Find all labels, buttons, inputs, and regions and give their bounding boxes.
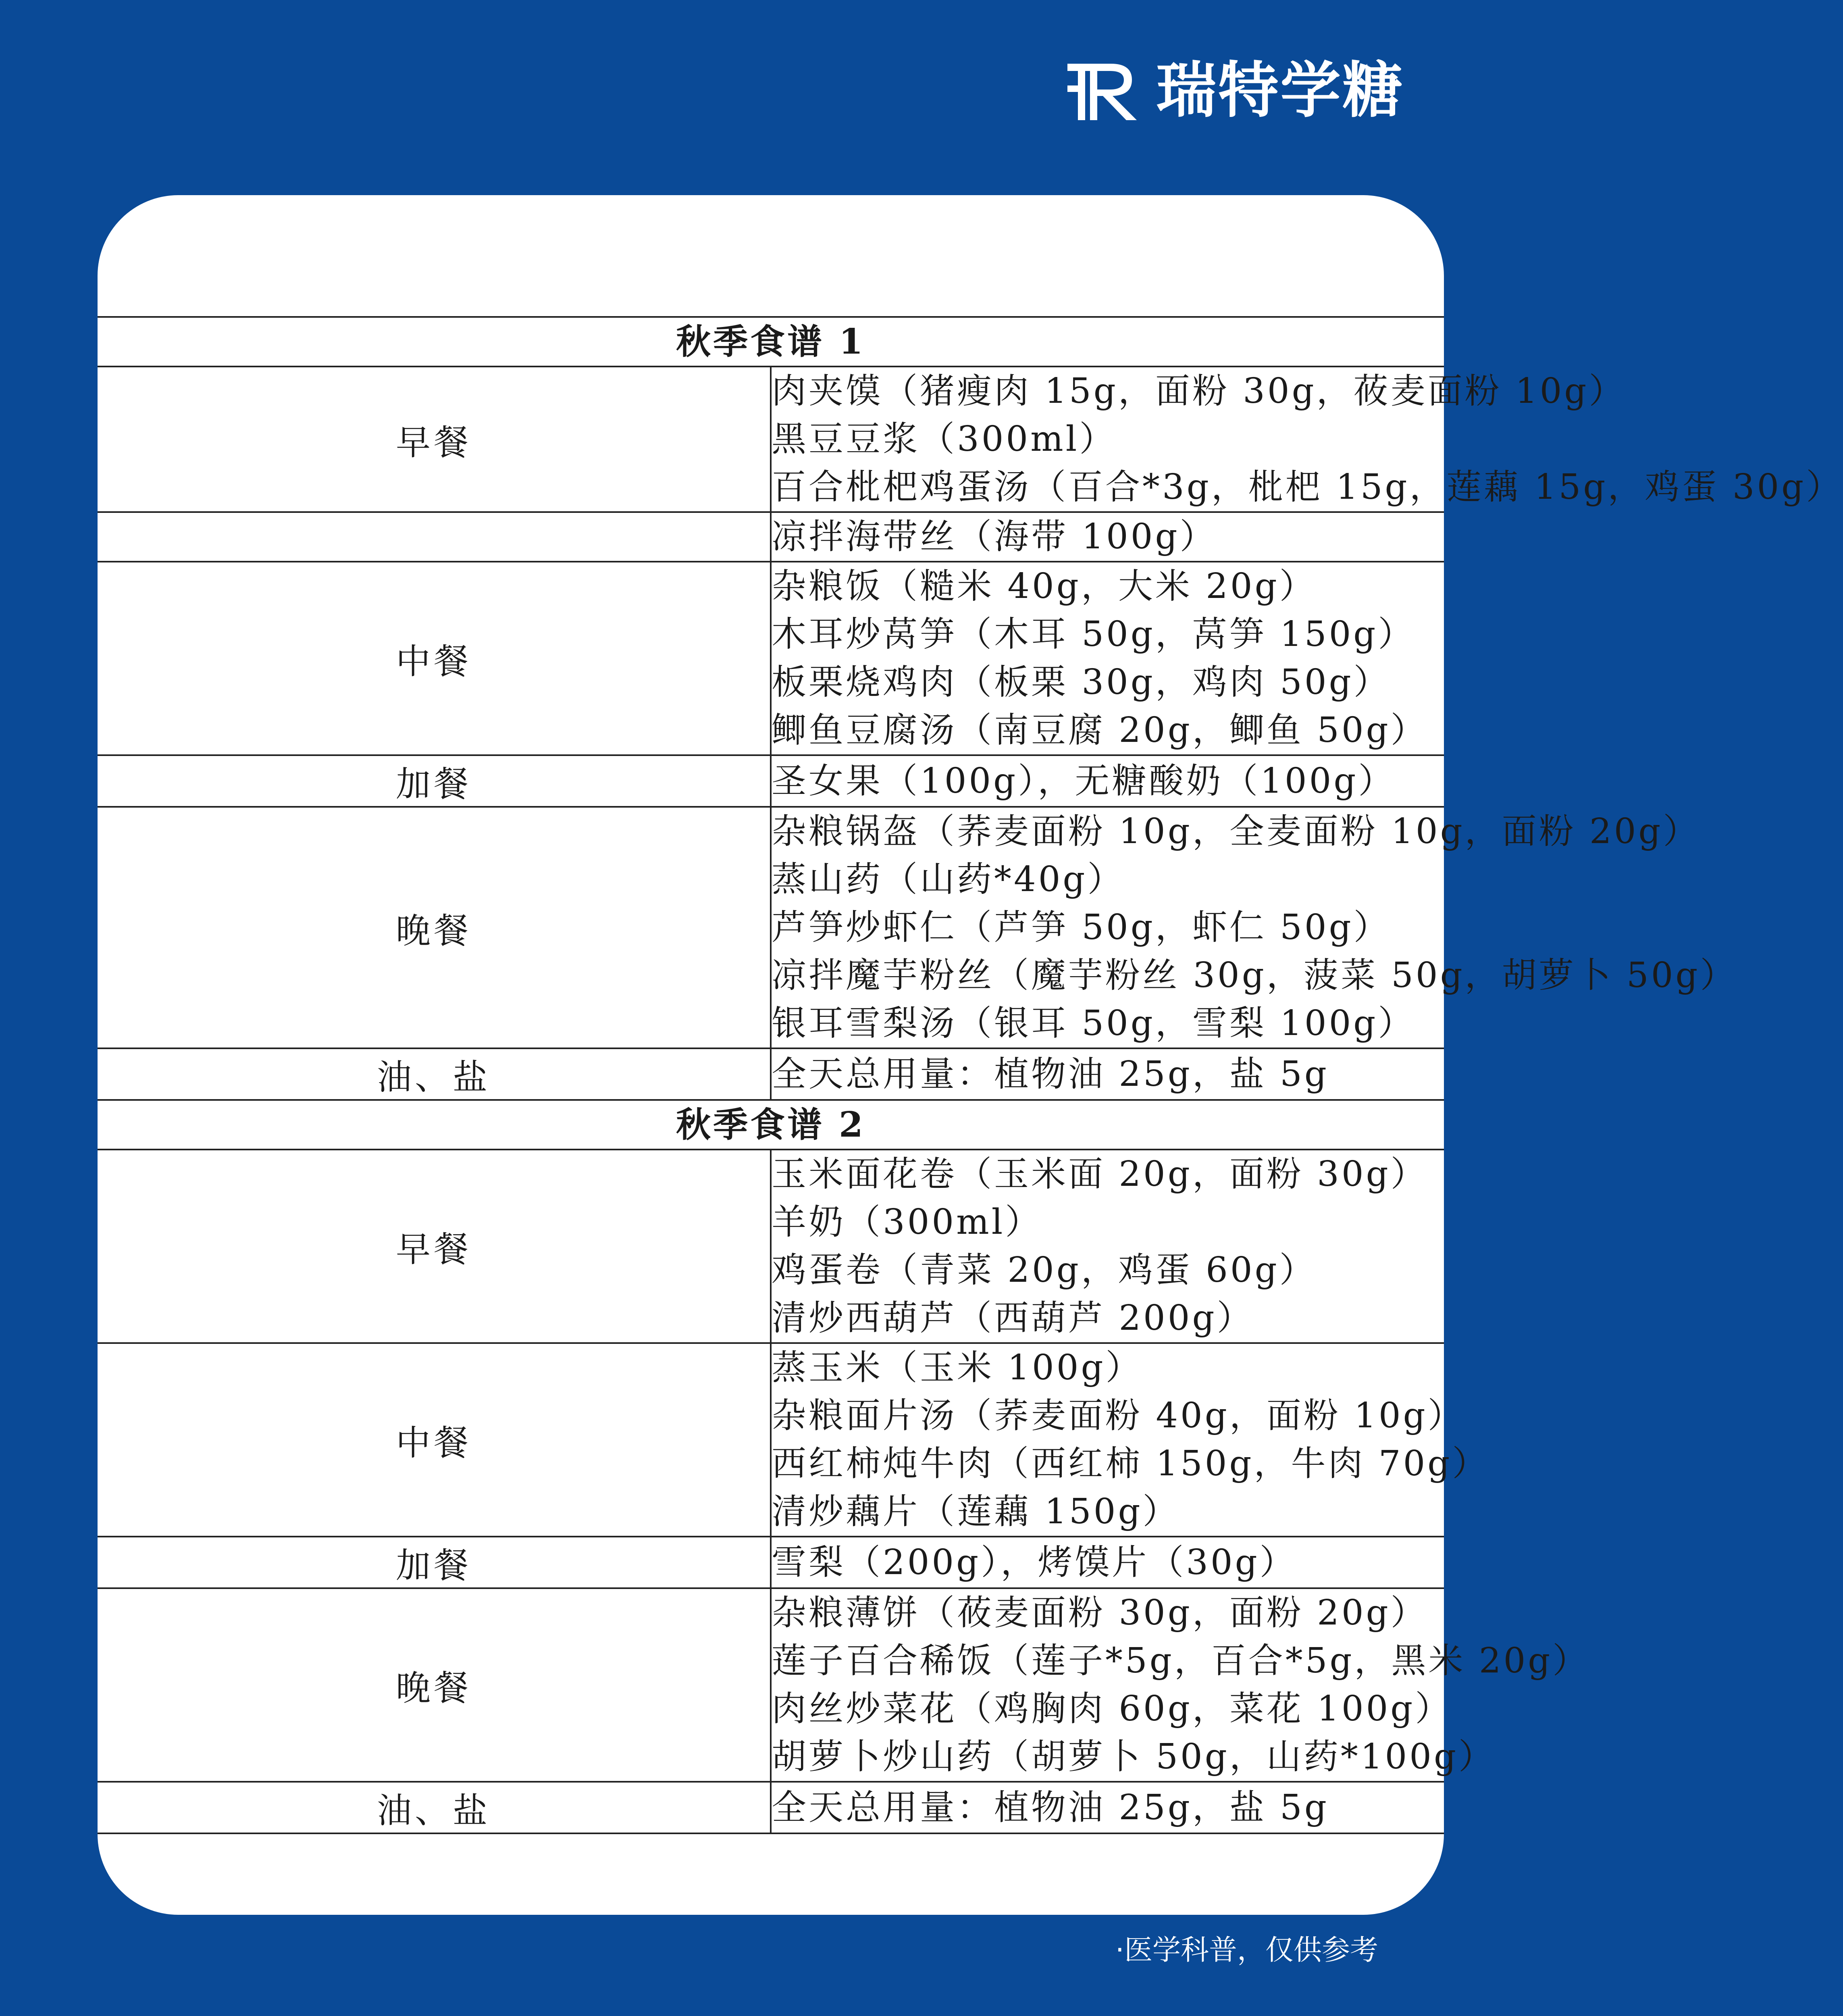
meal-row-snack <box>98 755 1444 807</box>
meal-items <box>771 562 1444 755</box>
meal-label: 油、盐 <box>98 1782 771 1833</box>
meal-items <box>771 1537 1444 1588</box>
dish-item: 蒸山药（山药*40g） <box>772 859 1125 900</box>
dish-item: 黑豆豆浆（300ml） <box>772 419 1117 459</box>
dish-item: 莲子百合稀饭（莲子*5g，百合*5g，黑米 20g） <box>772 1641 1590 1681</box>
dish-item: 杂粮锅盔（荞麦面粉 10g，全麦面粉 10g，面粉 20g） <box>772 811 1700 852</box>
meal-row-dinner <box>98 1588 1444 1782</box>
menu-title-row <box>98 317 1444 367</box>
menu-title: 秋季食谱 2 <box>98 1100 1444 1150</box>
dish-item: 银耳雪梨汤（银耳 50g，雪梨 100g） <box>772 1003 1415 1043</box>
dish-item: 胡萝卜炒山药（胡萝卜 50g，山药*100g） <box>772 1737 1496 1777</box>
meal-items <box>771 1782 1444 1833</box>
rt-monogram-icon <box>1067 60 1140 121</box>
meal-label: 早餐 <box>98 367 771 512</box>
dish-item: 木耳炒莴笋（木耳 50g，莴笋 150g） <box>772 614 1415 654</box>
dish-item: 西红柿炖牛肉（西红柿 150g，牛肉 70g） <box>772 1443 1489 1484</box>
meal-items <box>771 1588 1590 1782</box>
dish-item: 清炒西葫芦（西葫芦 200g） <box>772 1298 1254 1338</box>
meal-items <box>771 512 1444 562</box>
dish-item: 全天总用量：植物油 25g，盐 5g <box>772 1054 1329 1094</box>
dish-item: 板栗烧鸡肉（板栗 30g，鸡肉 50g） <box>772 662 1391 702</box>
meal-row-breakfast <box>98 1150 1444 1343</box>
dish-item: 清炒藕片（莲藕 150g） <box>772 1491 1180 1532</box>
meal-label: 晚餐 <box>98 1588 771 1782</box>
dish-item: 肉丝炒菜花（鸡胸肉 60g，菜花 100g） <box>772 1689 1452 1729</box>
brand-name: 瑞特学糖 <box>1156 56 1404 126</box>
meal-label: 中餐 <box>98 562 771 755</box>
dish-item: 鸡蛋卷（青菜 20g，鸡蛋 60g） <box>772 1250 1317 1290</box>
dish-item: 雪梨（200g），烤馍片（30g） <box>772 1542 1297 1583</box>
menu-title-row <box>98 1100 1444 1150</box>
meal-label: 加餐 <box>98 755 771 807</box>
dish-item: 凉拌魔芋粉丝（魔芋粉丝 30g，菠菜 50g，胡萝卜 50g） <box>772 955 1737 996</box>
brand <box>1067 56 1404 126</box>
dish-item: 蒸玉米（玉米 100g） <box>772 1347 1143 1388</box>
dish-item: 杂粮饭（糙米 40g，大米 20g） <box>772 566 1317 606</box>
meal-row-oil-salt <box>98 1048 1444 1100</box>
meal-row-unlabeled <box>98 512 1444 562</box>
dish-item: 芦笋炒虾仁（芦笋 50g，虾仁 50g） <box>772 907 1391 948</box>
menu-table <box>98 316 1843 1834</box>
menu-title: 秋季食谱 1 <box>98 317 1444 367</box>
meal-items <box>771 1343 1489 1537</box>
dish-item: 凉拌海带丝（海带 100g） <box>772 516 1217 557</box>
meal-items <box>771 755 1444 807</box>
meal-label: 油、盐 <box>98 1048 771 1100</box>
meal-label <box>98 512 771 562</box>
dish-item: 羊奶（300ml） <box>772 1202 1042 1242</box>
meal-label: 中餐 <box>98 1343 771 1537</box>
meal-items <box>771 807 1737 1048</box>
dish-item: 全天总用量：植物油 25g，盐 5g <box>772 1787 1329 1828</box>
disclaimer-note: ·医学科普，仅供参考 <box>1115 1933 1378 1966</box>
meal-row-lunch <box>98 562 1444 755</box>
dish-item: 鲫鱼豆腐汤（南豆腐 20g，鲫鱼 50g） <box>772 710 1428 750</box>
dish-item: 百合枇杷鸡蛋汤（百合*3g，枇杷 15g，莲藕 15g，鸡蛋 30g） <box>772 467 1843 507</box>
dish-item: 杂粮面片汤（荞麦面粉 40g，面粉 10g） <box>772 1395 1465 1436</box>
meal-row-snack <box>98 1537 1444 1588</box>
meal-items <box>771 1150 1444 1343</box>
dish-item: 肉夹馍（猪瘦肉 15g，面粉 30g，莜麦面粉 10g） <box>772 371 1626 411</box>
meal-row-breakfast <box>98 367 1444 512</box>
meal-items <box>771 1048 1444 1100</box>
dish-item: 杂粮薄饼（莜麦面粉 30g，面粉 20g） <box>772 1593 1428 1633</box>
meal-label: 晚餐 <box>98 807 771 1048</box>
dish-item: 玉米面花卷（玉米面 20g，面粉 30g） <box>772 1154 1428 1194</box>
meal-label: 加餐 <box>98 1537 771 1588</box>
menu-card <box>98 195 1843 1915</box>
meal-row-oil-salt <box>98 1782 1444 1833</box>
meal-label: 早餐 <box>98 1150 771 1343</box>
meal-row-dinner <box>98 807 1444 1048</box>
meal-row-lunch <box>98 1343 1444 1537</box>
dish-item: 圣女果（100g），无糖酸奶（100g） <box>772 760 1396 801</box>
meal-items <box>771 367 1843 512</box>
